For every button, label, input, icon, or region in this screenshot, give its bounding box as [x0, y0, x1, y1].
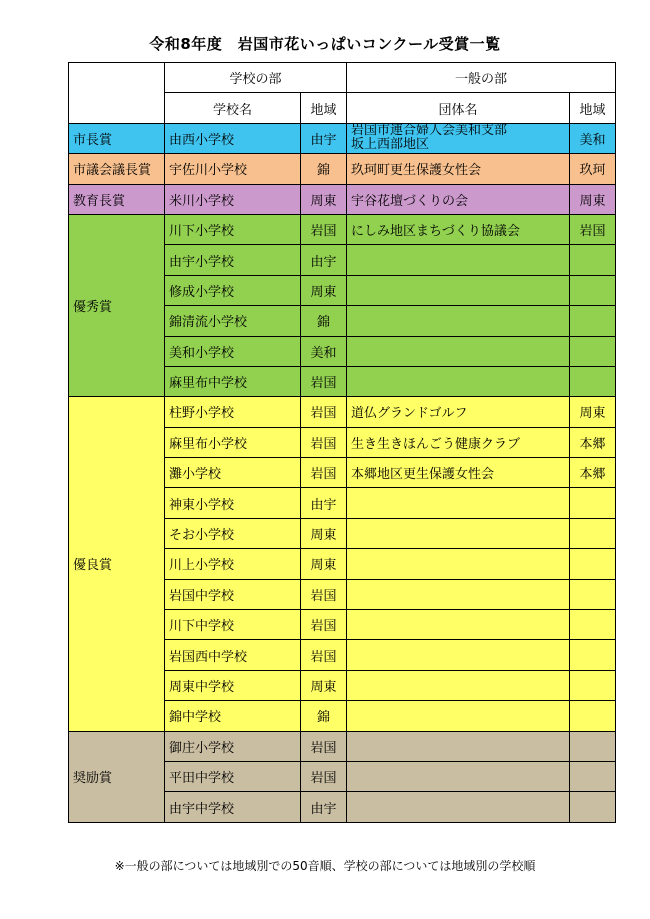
school-name-cell: 宇佐川小学校 [165, 154, 301, 184]
group-name-cell [347, 731, 570, 761]
group-name-header: 団体名 [347, 93, 570, 123]
award-name-cell: 市議会議長賞 [69, 154, 165, 184]
group-name-cell [347, 306, 570, 336]
section-header-row [69, 63, 616, 93]
school-area-cell: 周東 [301, 518, 347, 548]
school-name-cell: 錦清流小学校 [165, 306, 301, 336]
school-name-cell: 由宇小学校 [165, 245, 301, 275]
group-name-cell: にしみ地区まちづくり協議会 [347, 214, 570, 244]
group-area-cell [570, 731, 616, 761]
group-area-cell: 美和 [570, 123, 616, 153]
group-name-cell: 生き生きほんごう健康クラブ [347, 427, 570, 457]
group-name-cell [347, 275, 570, 305]
group-area-cell [570, 488, 616, 518]
school-area-cell: 由宇 [301, 488, 347, 518]
school-name-cell: 灘小学校 [165, 458, 301, 488]
group-area-cell: 本郷 [570, 458, 616, 488]
group-area-cell [570, 245, 616, 275]
group-area-cell: 周東 [570, 397, 616, 427]
school-name-cell: 周東中学校 [165, 670, 301, 700]
award-name-cell: 市長賞 [69, 123, 165, 153]
group-name-cell: 玖珂町更生保護女性会 [347, 154, 570, 184]
school-name-cell: 美和小学校 [165, 336, 301, 366]
school-name-cell: 川下小学校 [165, 214, 301, 244]
school-area-cell: 錦 [301, 154, 347, 184]
group-name-cell: 岩国市連合婦人会美和支部 坂上西部地区 [347, 123, 570, 153]
group-name-cell: 道仏グランドゴルフ [347, 397, 570, 427]
school-name-cell: 柱野小学校 [165, 397, 301, 427]
group-name-cell [347, 701, 570, 731]
award-row [69, 731, 616, 761]
group-area-cell [570, 670, 616, 700]
school-area-cell: 岩国 [301, 640, 347, 670]
school-area-cell: 岩国 [301, 610, 347, 640]
award-row [69, 184, 616, 214]
group-name-cell [347, 761, 570, 791]
group-name-cell [347, 640, 570, 670]
award-name-cell: 教育長賞 [69, 184, 165, 214]
group-name-cell [347, 518, 570, 548]
school-area-cell: 岩国 [301, 761, 347, 791]
school-name-cell: 神東小学校 [165, 488, 301, 518]
group-area-cell: 本郷 [570, 427, 616, 457]
group-area-cell: 岩国 [570, 214, 616, 244]
school-area-header: 地域 [301, 93, 347, 123]
general-section-header: 一般の部 [347, 63, 616, 93]
school-area-cell: 由宇 [301, 245, 347, 275]
school-name-cell: 麻里布中学校 [165, 366, 301, 396]
school-name-cell: 川下中学校 [165, 610, 301, 640]
school-name-cell: 由西小学校 [165, 123, 301, 153]
group-area-cell [570, 549, 616, 579]
school-name-cell: 麻里布小学校 [165, 427, 301, 457]
group-area-header: 地域 [570, 93, 616, 123]
award-name-cell: 優良賞 [69, 397, 165, 731]
school-section-header: 学校の部 [165, 63, 347, 93]
school-area-cell: 岩国 [301, 731, 347, 761]
group-name-cell [347, 792, 570, 822]
school-area-cell: 由宇 [301, 792, 347, 822]
group-area-cell [570, 761, 616, 791]
school-area-cell: 周東 [301, 670, 347, 700]
group-area-cell [570, 610, 616, 640]
school-area-cell: 周東 [301, 275, 347, 305]
awards-table [68, 62, 616, 823]
group-name-cell [347, 336, 570, 366]
group-area-cell [570, 792, 616, 822]
school-area-cell: 岩国 [301, 366, 347, 396]
school-name-cell: 御庄小学校 [165, 731, 301, 761]
school-area-cell: 岩国 [301, 458, 347, 488]
school-name-cell: 錦中学校 [165, 701, 301, 731]
school-area-cell: 錦 [301, 701, 347, 731]
school-name-cell: 由宇中学校 [165, 792, 301, 822]
group-name-cell [347, 488, 570, 518]
school-area-cell: 岩国 [301, 397, 347, 427]
group-area-cell: 玖珂 [570, 154, 616, 184]
award-name-cell: 優秀賞 [69, 214, 165, 396]
award-name-cell: 奨励賞 [69, 731, 165, 822]
group-name-cell: 宇谷花壇づくりの会 [347, 184, 570, 214]
group-name-cell [347, 245, 570, 275]
school-area-cell: 美和 [301, 336, 347, 366]
school-name-cell: 川上小学校 [165, 549, 301, 579]
school-area-cell: 周東 [301, 549, 347, 579]
school-name-cell: 岩国中学校 [165, 579, 301, 609]
group-area-cell [570, 701, 616, 731]
group-name-cell [347, 549, 570, 579]
school-area-cell: 錦 [301, 306, 347, 336]
group-name-cell [347, 610, 570, 640]
group-area-cell [570, 336, 616, 366]
school-name-cell: 米川小学校 [165, 184, 301, 214]
awards-table-body [69, 63, 616, 823]
school-name-header: 学校名 [165, 93, 301, 123]
group-name-cell [347, 579, 570, 609]
award-row [69, 154, 616, 184]
award-header-cell [69, 63, 165, 124]
group-name-cell [347, 670, 570, 700]
school-area-cell: 由宇 [301, 123, 347, 153]
school-area-cell: 岩国 [301, 214, 347, 244]
school-name-cell: 岩国西中学校 [165, 640, 301, 670]
group-area-cell [570, 518, 616, 548]
school-name-cell: 平田中学校 [165, 761, 301, 791]
page-title: 令和8年度 岩国市花いっぱいコンクール受賞一覧 [149, 35, 501, 53]
group-name-cell: 本郷地区更生保護女性会 [347, 458, 570, 488]
footnote: ※一般の部については地域別での50音順、学校の部については地域別の学校順 [114, 859, 536, 873]
school-area-cell: 周東 [301, 184, 347, 214]
group-name-cell [347, 366, 570, 396]
group-area-cell [570, 640, 616, 670]
group-area-cell [570, 366, 616, 396]
school-name-cell: 修成小学校 [165, 275, 301, 305]
group-area-cell [570, 579, 616, 609]
school-area-cell: 岩国 [301, 579, 347, 609]
award-row [69, 397, 616, 427]
award-row [69, 214, 616, 244]
school-area-cell: 岩国 [301, 427, 347, 457]
school-name-cell: そお小学校 [165, 518, 301, 548]
group-area-cell [570, 306, 616, 336]
award-row [69, 123, 616, 153]
group-area-cell [570, 275, 616, 305]
group-area-cell: 周東 [570, 184, 616, 214]
